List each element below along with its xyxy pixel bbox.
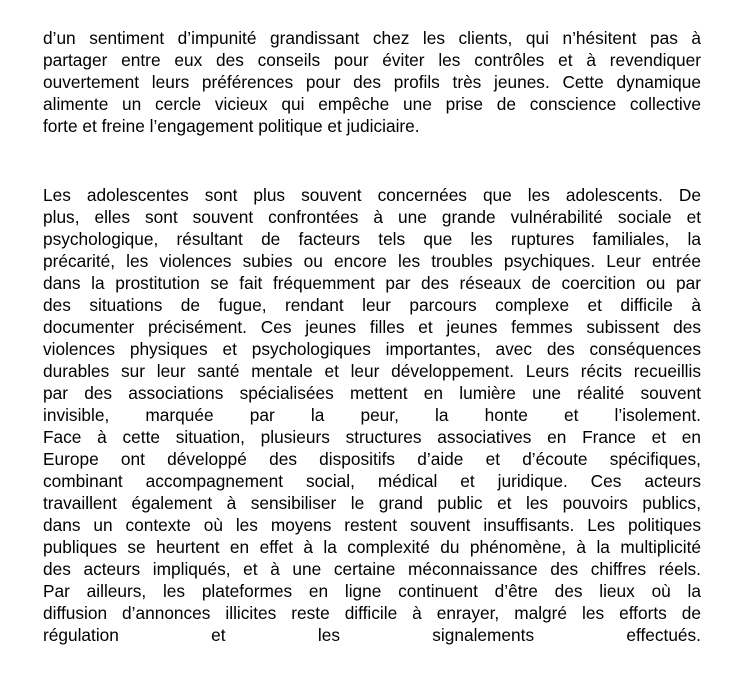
text-line: des acteurs impliqués, et à une certaine méconnaissance des chiffres réels.: [43, 559, 701, 579]
text-line: dans un contexte où les moyens restent souvent insuffisants. Les politiques: [43, 515, 701, 535]
text-line: forte et freine l’engagement politique et judiciaire.: [43, 116, 420, 136]
text-line: régulation et les signalements effectués.: [43, 625, 701, 645]
text-line: publiques se heurtent en effet à la complexité du phénomène, à la multiplicité: [43, 537, 701, 557]
text-line: des situations de fugue, rendant leur parcours complexe et difficile à: [43, 295, 701, 315]
text-line: partager entre eux des conseils pour éviter les contrôles et à revendiquer: [43, 50, 701, 70]
text-line: alimente un cercle vicieux qui empêche une prise de conscience collective: [43, 94, 701, 114]
text-line: travaillent également à sensibiliser le grand public et les pouvoirs publics,: [43, 493, 701, 513]
text-line: précarité, les violences subies ou encore les troubles psychiques. Leur entrée: [43, 251, 701, 271]
text-line: ouvertement leurs préférences pour des profils très jeunes. Cette dynamique: [43, 72, 701, 92]
text-line: durables sur leur santé mentale et leur développement. Leurs récits recueillis: [43, 361, 701, 381]
text-line: plus, elles sont souvent confrontées à une grande vulnérabilité sociale et: [43, 207, 701, 227]
text-line: dans la prostitution se fait fréquemment par des réseaux de coercition ou par: [43, 273, 701, 293]
text-line: diffusion d’annonces illicites reste difficile à enrayer, malgré les efforts de: [43, 603, 701, 623]
text-line: documenter précisément. Ces jeunes filles et jeunes femmes subissent des: [43, 317, 701, 337]
paragraph-spacer: [43, 137, 701, 184]
text-line: combinant accompagnement social, médical et juridique. Ces acteurs: [43, 471, 701, 491]
document-page: [43, 27, 701, 646]
text-line: invisible, marquée par la peur, la honte et l’isolement.: [43, 405, 701, 425]
text-line: Les adolescentes sont plus souvent concernées que les adolescents. De: [43, 185, 701, 205]
paragraph-2: [43, 184, 701, 646]
paragraph-1: [43, 27, 701, 137]
text-line: psychologique, résultant de facteurs tels que les ruptures familiales, la: [43, 229, 701, 249]
text-line: Face à cette situation, plusieurs structures associatives en France et en: [43, 427, 701, 447]
text-line: Par ailleurs, les plateformes en ligne continuent d’être des lieux où la: [43, 581, 701, 601]
text-line: d’un sentiment d’impunité grandissant chez les clients, qui n’hésitent pas à: [43, 28, 701, 48]
text-line: par des associations spécialisées mettent en lumière une réalité souvent: [43, 383, 701, 403]
text-line: Europe ont développé des dispositifs d’aide et d’écoute spécifiques,: [43, 449, 701, 469]
text-line: violences physiques et psychologiques importantes, avec des conséquences: [43, 339, 701, 359]
